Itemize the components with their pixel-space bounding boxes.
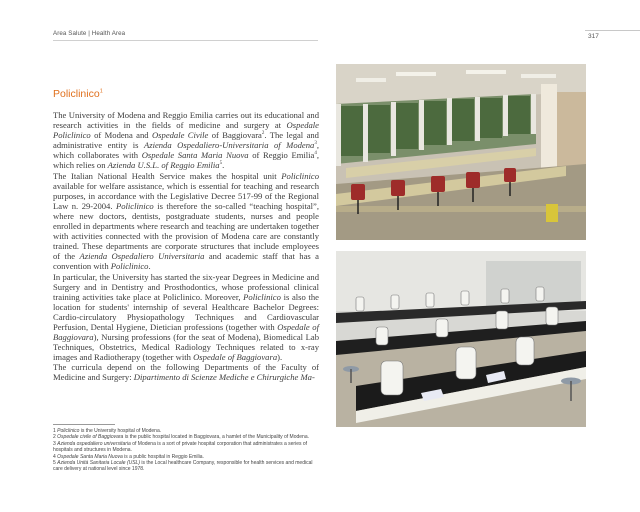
body-run: ), Nursing professions (for the seat of Modena), Biomedical Lab Techniques, Obstetrics, Medical Radiology Techniques related to x-ray images and Radiotherapy (together with <box>53 332 319 363</box>
footnote-text: is the University hospital of Modena. <box>79 428 162 434</box>
body-run: The curricula depend on the following Departments of the Faculty of Medicine and Surgery: <box>53 362 319 383</box>
header-rule <box>53 40 318 41</box>
body-italic: Ospedale Santa Maria Nuova <box>141 150 249 161</box>
footnote-number: 2 <box>53 434 56 441</box>
body-run: The University of Modena and Reggio Emilia carries out its educational and research activities in the fields of medicine and surgery at <box>53 110 319 131</box>
footnotes <box>53 428 323 473</box>
footnote-term: Azienda Unità Sanitaria Locale (USL) <box>57 460 140 467</box>
footnote-text: is the Local healthcare Company, responsible for health services and medical care delivery at national level since 1978. <box>53 460 313 473</box>
footnote <box>53 441 323 454</box>
body-italic: Ospedale Policlinico <box>53 120 319 141</box>
footnote-ref: 5 <box>219 161 223 167</box>
body-run: of Baggiovara <box>208 130 262 141</box>
microscope-lab-photo <box>336 251 586 427</box>
body-run: . <box>222 160 225 171</box>
body-italic: Azienda Ospedaliero Universitaria <box>79 251 205 262</box>
footnote-text: is a public hospital in Reggio Emilia. <box>122 453 204 460</box>
footnote-rule <box>53 424 115 425</box>
body-italic: Policlinico <box>110 261 149 272</box>
page-number-rule <box>585 30 640 31</box>
body-italic: Policlinico <box>243 291 281 302</box>
body-italic: Ospedale Civile <box>151 130 209 141</box>
body-italic: Azienda U.S.L. of Reggio Emilia <box>107 160 220 171</box>
footnote-text: is the public hospital located in Baggiovara, a hamlet of the Municipality of Modena. <box>123 434 309 441</box>
section-title-note: 1 <box>99 88 103 95</box>
body-run: In particular, the University has started the six-year Degrees in Medicine and Surgery and in Dentistry and Prosthodontics, whose professional clinical training activities take place at Policlinico. Moreover, <box>53 271 319 302</box>
footnote-ref: 2 <box>261 131 265 137</box>
body-run: The Italian National Health Service makes the hospital unit <box>53 170 282 181</box>
footnote-term: Ospedale civile of Baggiovara <box>57 434 124 441</box>
body-italic: Policlinico <box>281 170 319 181</box>
body-run: of Reggio Emilia <box>248 150 315 161</box>
footnote-term: Azienda ospedaliero universitaria <box>57 440 131 447</box>
body-italic: Ospedale of Baggiovara <box>193 352 278 363</box>
footnote-term: Policlinico <box>57 428 80 434</box>
footnote-ref: 4 <box>314 151 317 157</box>
body-run: ). <box>277 352 283 363</box>
section-title-text: Policlinico <box>53 88 100 100</box>
footnote-number: 5 <box>53 460 56 467</box>
footnote-text: of Modena is a sort of private hospital corporation that administrates a series of hospitals and structures in Modena. <box>53 440 308 454</box>
footnote-number: 3 <box>53 440 56 447</box>
body-italic: Policlinico <box>115 200 154 211</box>
running-head: Area Salute | Health Area <box>53 30 126 37</box>
study-hall-photo <box>336 64 586 240</box>
body-run: available for welfare assistance, which is essential for teaching and research purposes, in accordance with the Legislative Decree 517-99 of the Regional Law n. 29-2004. <box>53 180 319 211</box>
body-run: , which collaborates with <box>53 140 319 161</box>
body-run: is therefore the so-called “teaching hospital”, where new doctors, dentists, postgraduate students, nurses and people enrolled in departments where research and teaching are undertaken together with activities connected with the provision of Modena care are constantly trained. These departments are corporate structures that include employees of the <box>53 200 320 262</box>
body-italic: Azienda Ospedaliero-Universitaria of Modena <box>143 140 315 151</box>
body-run: is also the location for students' internship of several Healthcare Bachelor Degrees: Cardio-circulatory Physiopathology Techniques and Cardiovascular Perfusion, Dental Hygiene, Dietician professions (together with <box>53 291 319 332</box>
body-italic: Dipartimento di Scienze Mediche e Chirurgiche Ma- <box>133 372 315 383</box>
body-run: , which relies on <box>53 150 320 171</box>
page-number: 317 <box>588 33 599 40</box>
footnote-ref: 3 <box>314 141 317 147</box>
footnote-number: 4 <box>53 453 56 460</box>
body-run: of Modena and <box>90 130 152 141</box>
footnote-term: Ospedale Santa Maria Nuova <box>57 453 123 460</box>
body-run: . <box>148 261 151 272</box>
body-run: and academic staff that has a convention with <box>53 251 319 272</box>
body-italic: Ospedale of Baggiovara <box>53 321 319 343</box>
section-title <box>53 88 103 100</box>
body-text <box>53 110 319 383</box>
footnote-number: 1 <box>53 428 56 434</box>
body-run: . The legal and administrative entity is <box>53 130 319 151</box>
footnote <box>53 460 323 473</box>
